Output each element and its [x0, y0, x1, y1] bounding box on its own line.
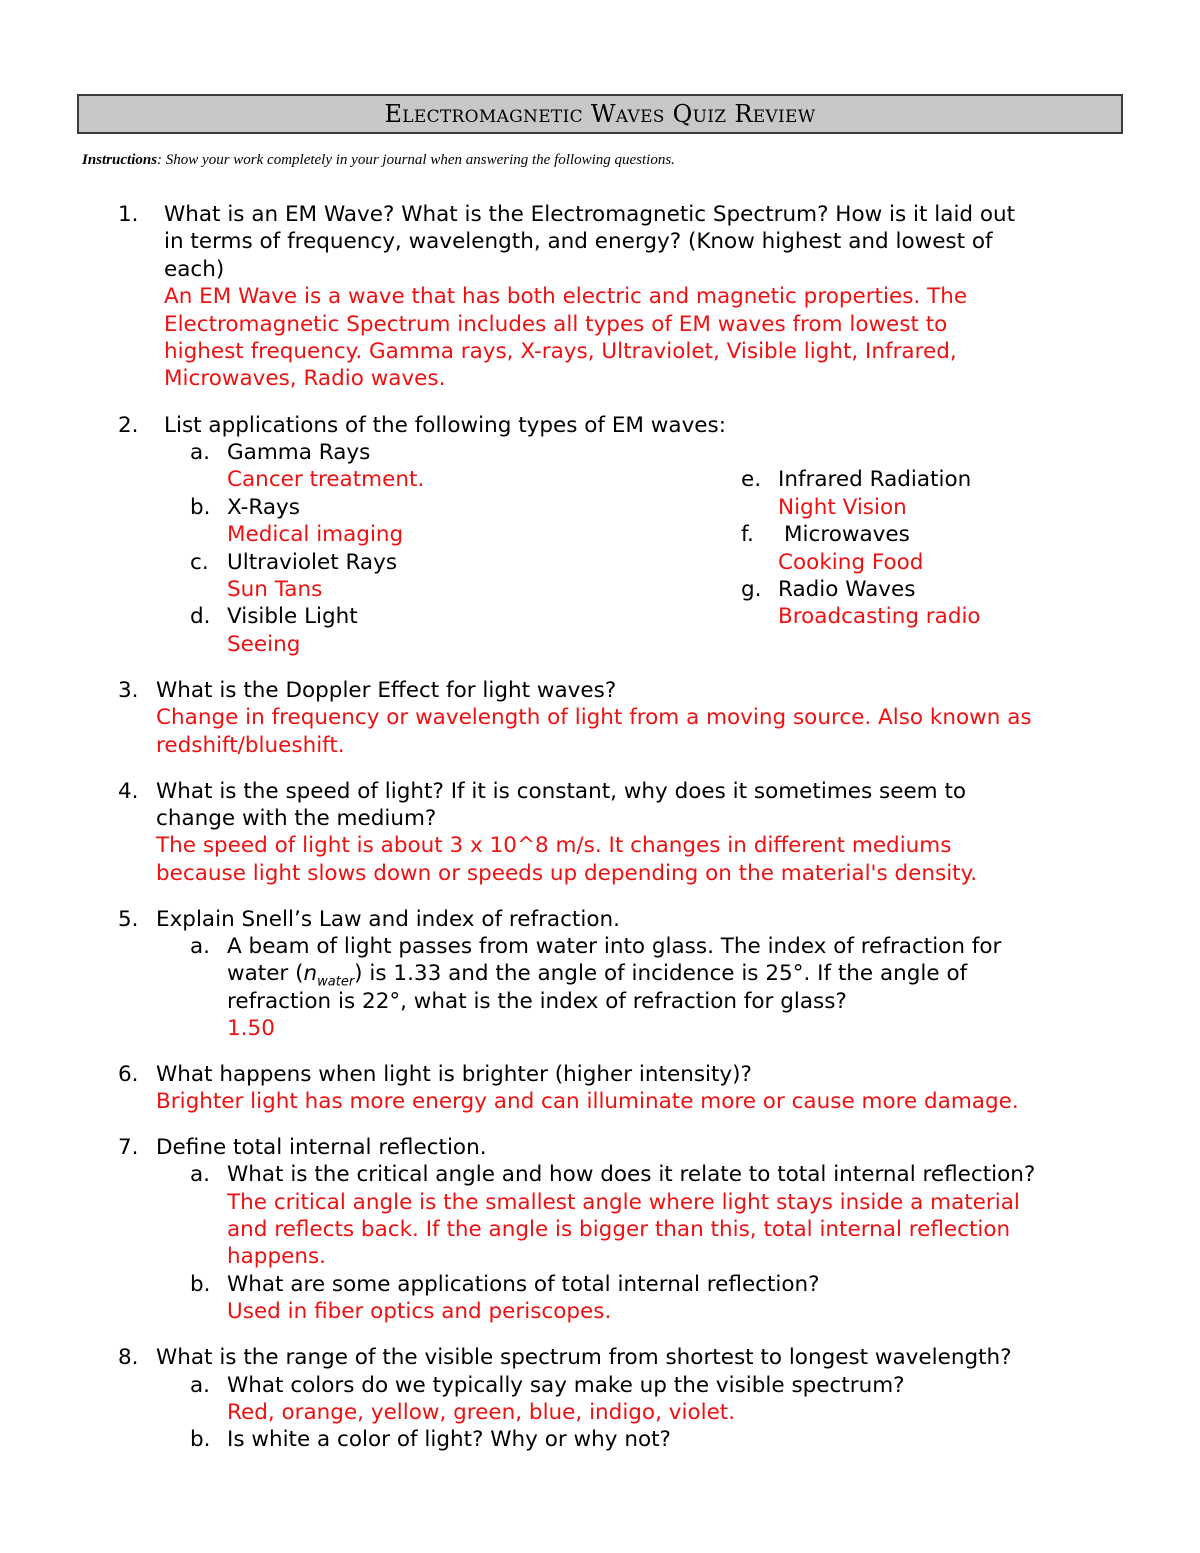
q4-line-2: change with the medium? [156, 806, 437, 831]
q5a-line-2-post: ) is 1.33 and the angle of incidence is 25°. If the angle of [354, 961, 968, 986]
q4-number: 4. [118, 779, 139, 804]
q2-number: 2. [118, 413, 139, 438]
q2-item-label: X-Rays [227, 495, 300, 520]
q8-text: What is the range of the visible spectrum from shortest to longest wavelength? [156, 1345, 1012, 1370]
q2-item-letter: a. [190, 440, 211, 465]
q2-item-label: Gamma Rays [227, 440, 371, 465]
q6-answer: Brighter light has more energy and can illuminate more or cause more damage. [156, 1089, 1019, 1114]
instructions-label: Instructions [82, 152, 158, 168]
q1-answer-3: highest frequency. Gamma rays, X-rays, Ultraviolet, Visible light, Infrared, [164, 339, 957, 364]
page-title: Electromagnetic Waves Quiz Review [384, 100, 816, 128]
q1-answer-4: Microwaves, Radio waves. [164, 366, 446, 391]
q7b-letter: b. [190, 1272, 211, 1297]
q8a-answer: Red, orange, yellow, green, blue, indigo, violet. [227, 1400, 736, 1425]
q1-line-1: What is an EM Wave? What is the Electromagnetic Spectrum? How is it laid out [164, 202, 1016, 227]
q1-number: 1. [118, 202, 139, 227]
q3-answer-1: Change in frequency or wavelength of light from a moving source. Also known as [156, 705, 1032, 730]
q2-item-letter: f. [741, 522, 754, 547]
instructions [82, 152, 675, 169]
q7b-answer: Used in fiber optics and periscopes. [227, 1299, 612, 1324]
q3-answer-2: redshift/blueshift. [156, 733, 345, 758]
q7a-answer-2: and reflects back. If the angle is bigger than this, total internal reflection [227, 1217, 1011, 1242]
q5a-answer: 1.50 [227, 1016, 275, 1041]
q4-line-1: What is the speed of light? If it is constant, why does it sometimes seem to [156, 779, 967, 804]
q2-item-answer: Broadcasting radio [778, 604, 981, 629]
q1-line-2: in terms of frequency, wavelength, and energy? (Know highest and lowest of [164, 229, 993, 254]
q7-text: Define total internal reflection. [156, 1135, 487, 1160]
q2-text: List applications of the following types of EM waves: [164, 413, 726, 438]
q2-item-answer: Seeing [227, 632, 301, 657]
q5a-line-3: refraction is 22°, what is the index of refraction for glass? [227, 989, 847, 1014]
q2-item-label: Ultraviolet Rays [227, 550, 398, 575]
q7a-answer-3: happens. [227, 1244, 326, 1269]
q2-item-letter: g. [741, 577, 762, 602]
q5a-line-1: A beam of light passes from water into glass. The index of refraction for [227, 934, 1002, 959]
q8b-text: Is white a color of light? Why or why not? [227, 1427, 671, 1452]
q1-answer-2: Electromagnetic Spectrum includes all types of EM waves from lowest to [164, 312, 948, 337]
q5a-line-2-pre: water ( [227, 961, 304, 986]
q8a-letter: a. [190, 1373, 211, 1398]
title-box [77, 94, 1123, 134]
instructions-text: : Show your work completely in your journal when answering the following questions. [157, 152, 675, 168]
q2-item-label: Radio Waves [778, 577, 916, 602]
q2-item-label: Microwaves [784, 522, 910, 547]
q8b-letter: b. [190, 1427, 211, 1452]
q2-item-letter: e. [741, 467, 762, 492]
n-symbol: n [303, 961, 318, 986]
q6-text: What happens when light is brighter (higher intensity)? [156, 1062, 752, 1087]
q7-number: 7. [118, 1135, 139, 1160]
q2-item-letter: c. [190, 550, 209, 575]
q4-answer-2: because light slows down or speeds up depending on the material's density. [156, 861, 978, 886]
q8-number: 8. [118, 1345, 139, 1370]
q2-item-answer: Night Vision [778, 495, 907, 520]
q5-number: 5. [118, 907, 139, 932]
q2-item-letter: d. [190, 604, 211, 629]
q8a-text: What colors do we typically say make up the visible spectrum? [227, 1373, 905, 1398]
q2-item-label: Infrared Radiation [778, 467, 972, 492]
n-subscript: water [317, 974, 355, 990]
q2-item-answer: Medical imaging [227, 522, 404, 547]
q5a-letter: a. [190, 934, 211, 959]
q2-item-answer: Cooking Food [778, 550, 924, 575]
q1-answer-1: An EM Wave is a wave that has both electric and magnetic properties. The [164, 284, 968, 309]
q7a-answer-1: The critical angle is the smallest angle where light stays inside a material [227, 1190, 1020, 1215]
q5-text: Explain Snell’s Law and index of refraction. [156, 907, 620, 932]
q7b-text: What are some applications of total internal reflection? [227, 1272, 820, 1297]
q2-item-answer: Cancer treatment. [227, 467, 425, 492]
q3-text: What is the Doppler Effect for light waves? [156, 678, 617, 703]
q6-number: 6. [118, 1062, 139, 1087]
q3-number: 3. [118, 678, 139, 703]
q2-item-answer: Sun Tans [227, 577, 323, 602]
q7a-text: What is the critical angle and how does it relate to total internal reflection? [227, 1162, 1036, 1187]
q1-line-3: each) [164, 257, 225, 282]
q2-item-letter: b. [190, 495, 211, 520]
q7a-letter: a. [190, 1162, 211, 1187]
q4-answer-1: The speed of light is about 3 x 10^8 m/s. It changes in different mediums [156, 833, 952, 858]
q2-item-label: Visible Light [227, 604, 358, 629]
